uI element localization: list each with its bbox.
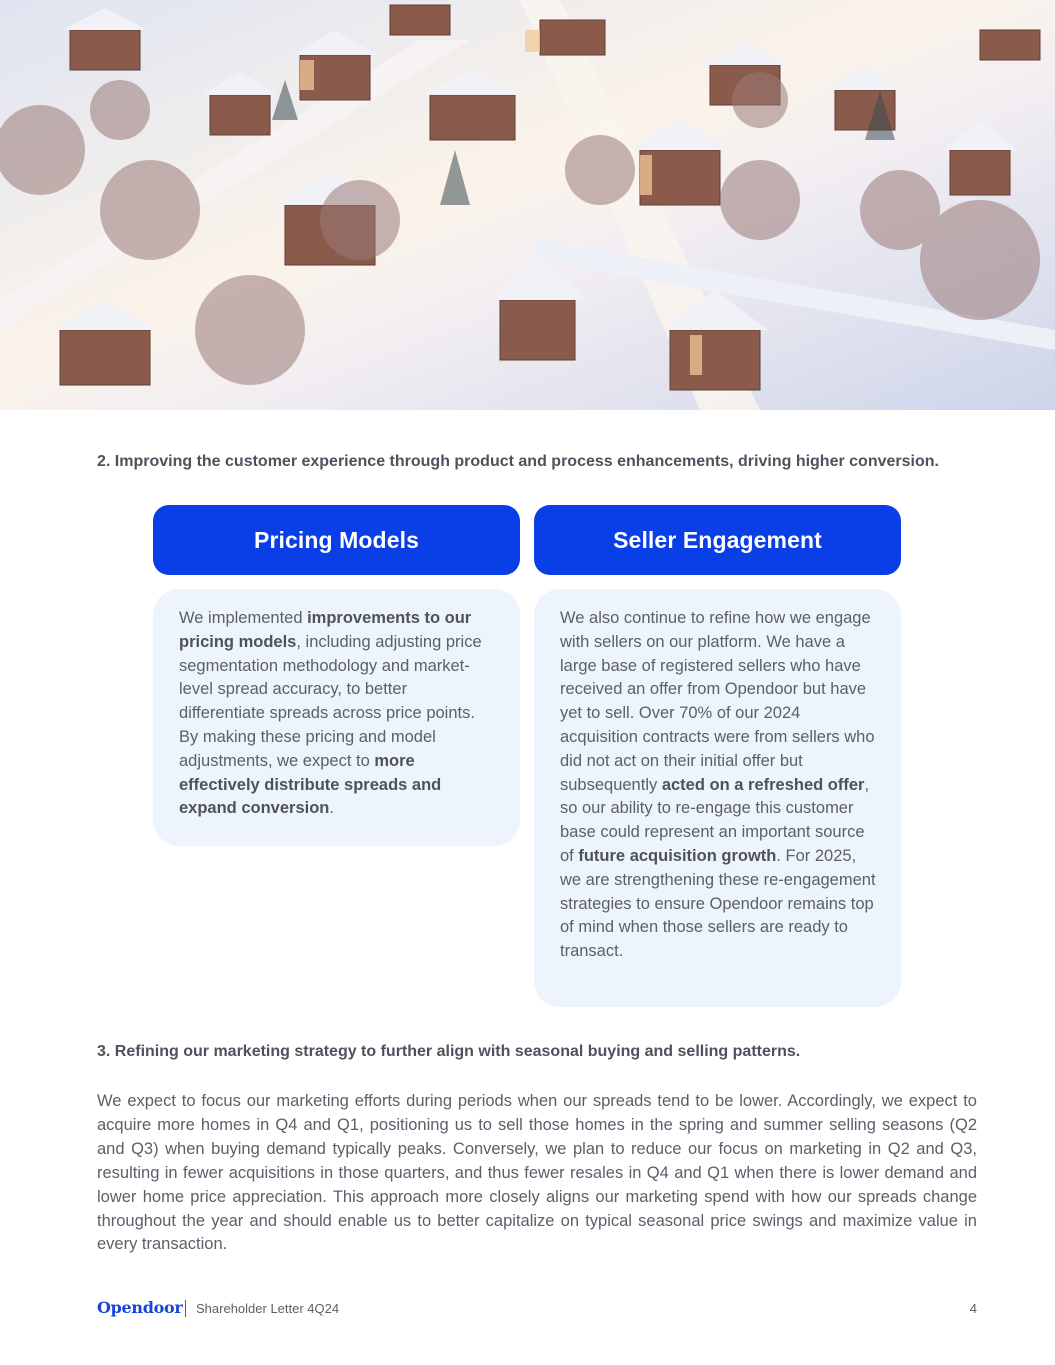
text-segment: , including adjusting price segmentation methodology and market-level spread accuracy, to better differentiate spreads across price points. By making these pricing and model adjustments, we expect to bbox=[179, 632, 482, 770]
section-heading-customer-experience: 2. Improving the customer experience through product and process enhancements, driving higher conversion. bbox=[97, 453, 939, 470]
text-segment: We also continue to refine how we engage with sellers on our platform. We have a large base of registered sellers who have received an offer from Opendoor but have yet to sell. Over 70% of our 2024 acquisition contracts were from sellers who did not act on their initial offer but subsequently bbox=[560, 609, 875, 794]
card-title-pricing-models bbox=[153, 505, 520, 575]
card-title-seller-engagement bbox=[534, 505, 901, 575]
footer-divider bbox=[185, 1300, 186, 1317]
text-segment: . bbox=[329, 799, 334, 818]
document-title: Shareholder Letter 4Q24 bbox=[196, 1301, 340, 1316]
hero-photo bbox=[0, 0, 1055, 410]
card-paragraph bbox=[560, 607, 877, 964]
card-paragraph bbox=[179, 607, 496, 821]
text-segment-bold: future acquisition growth bbox=[578, 846, 777, 865]
marketing-strategy-paragraph: We expect to focus our marketing efforts during periods when our spreads tend to be lower. Accordingly, we expect to acquire more homes in Q4 and Q1, positioning us to sell those homes in the spring and summer selling seasons (Q2 and Q3) when buying demand typically peaks. Conversely, we plan to reduce our focus on marketing in Q2 and Q3, resulting in fewer acquisitions in those quarters, and thus fewer resales in Q4 and Q1 when there is lower demand and lower home price appreciation. This approach more closely aligns our marketing spend with how our spreads change throughout the year and should enable us to better capitalize on typical seasonal price swings and maximize value in every transaction. bbox=[97, 1092, 977, 1254]
text-segment: , so our ability to re-engage this customer base could represent an important source of bbox=[560, 775, 870, 865]
text-segment-bold: improvements to our pricing models bbox=[179, 609, 472, 651]
text-segment: We implemented bbox=[179, 609, 308, 627]
card-title-text: Seller Engagement bbox=[613, 526, 822, 553]
text-segment-bold: more effectively distribute spreads and expand conversion bbox=[179, 751, 442, 818]
page-number: 4 bbox=[969, 1301, 977, 1316]
card-title-text: Pricing Models bbox=[254, 526, 419, 553]
card-body-seller-engagement bbox=[534, 589, 901, 1007]
text-segment-bold: acted on a refreshed offer bbox=[661, 775, 865, 794]
snowy-neighborhood-illustration bbox=[0, 0, 1055, 410]
opendoor-logo: Opendoor bbox=[97, 1298, 183, 1317]
section-heading-marketing-strategy: 3. Refining our marketing strategy to further align with seasonal buying and selling patterns. bbox=[97, 1043, 801, 1060]
card-body-pricing-models bbox=[153, 589, 520, 846]
text-segment: . For 2025, we are strengthening these re-engagement strategies to ensure Opendoor remains top of mind when those sellers are ready to transact. bbox=[560, 846, 876, 961]
